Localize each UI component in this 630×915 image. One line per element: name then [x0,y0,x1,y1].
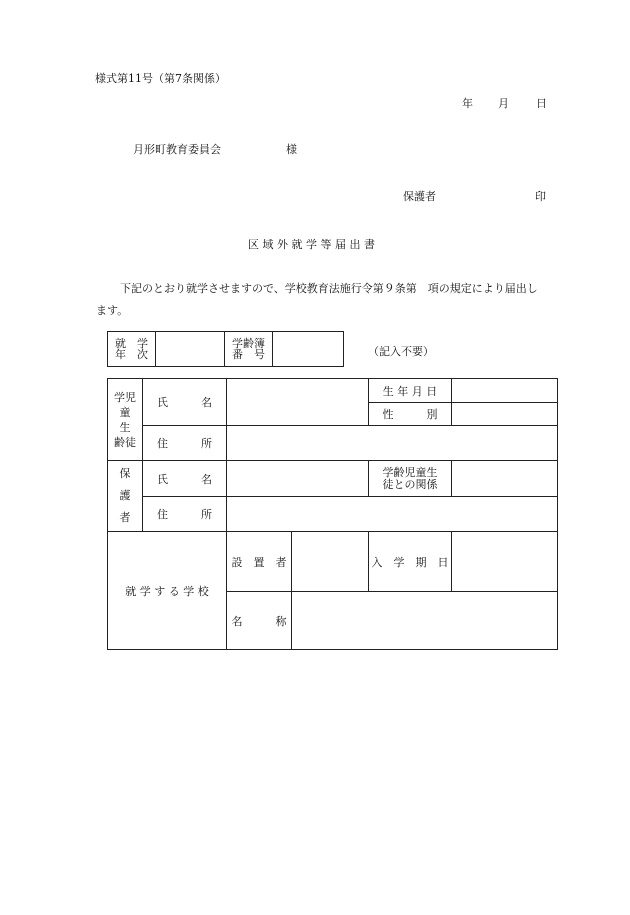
addressee: 月形町教育委員会 [133,143,221,156]
school-section-label: 就 学 す る 学 校 [125,584,209,598]
entry-date-label: 入 学 期 日 [371,555,449,569]
guardian-name-field[interactable] [227,461,368,496]
form-number: 様式第11号（第7条関係） [95,72,226,85]
gender-field[interactable] [452,403,557,425]
student-section-label: 学児 童 生 齢徒 [114,390,136,449]
birthdate-label: 生 年 月 日 [382,384,438,398]
document-title: 区 域 外 就 学 等 届 出 書 [248,238,375,251]
founder-label: 設 置 者 [231,555,287,569]
register-number-label: 学齢簿 番 号 [232,337,265,361]
guardian-label: 保護者 [403,190,436,203]
school-name-field[interactable] [292,592,557,649]
student-name-field[interactable] [227,379,368,425]
school-name-label: 名 称 [231,614,287,628]
student-address-label: 住 所 [157,437,212,450]
date-month: 月 [498,97,509,110]
grade-label: 就 学 年 次 [115,337,148,361]
date-day: 日 [536,97,547,110]
guardian-name-label: 氏 名 [157,472,212,486]
founder-field[interactable] [292,532,368,591]
relation-field[interactable] [452,461,557,496]
guardian-address-label: 住 所 [157,508,212,521]
register-number-field[interactable] [273,332,343,366]
body-text-line2: ます。 [96,304,129,317]
not-required-note: （記入不要） [368,345,434,358]
seal-mark: 印 [535,190,546,203]
guardian-address-field[interactable] [227,497,557,531]
entry-date-field[interactable] [452,532,557,591]
honorific: 様 [286,143,297,156]
grade-field[interactable] [156,332,224,366]
student-address-field[interactable] [227,426,557,460]
gender-label: 性 別 [382,408,438,421]
birthdate-field[interactable] [452,379,557,402]
student-name-label: 氏 名 [157,396,212,409]
date-year: 年 [462,97,473,110]
relation-label: 学齢児童生 徒との関係 [382,465,438,491]
body-text-line1: 下記のとおり就学させますので、学校教育法施行令第９条第 項の規定により届出し [120,282,538,295]
guardian-section-label: 保 護 者 [119,467,131,524]
